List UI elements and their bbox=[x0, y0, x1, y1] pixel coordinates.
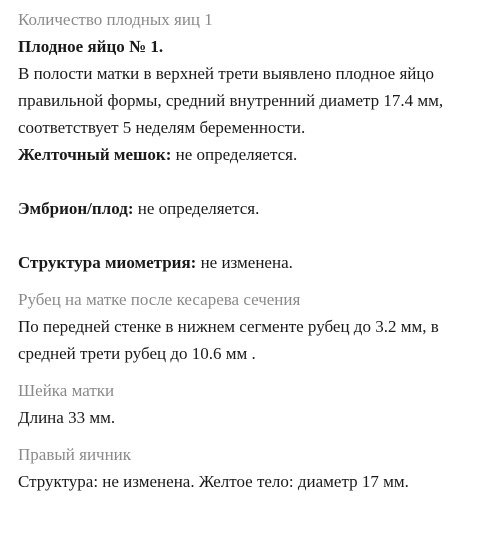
embryo-value: не определяется. bbox=[133, 199, 260, 218]
yolk-sac-label: Желточный мешок: bbox=[18, 145, 172, 164]
egg-description-line-1: В полости матки в верхней трети выявлено плодное яйцо bbox=[18, 64, 434, 83]
myometrium-row bbox=[18, 249, 482, 276]
right-ovary-value: Структура: не изменена. Желтое тело: диаметр 17 мм. bbox=[18, 472, 409, 491]
myometrium-label: Структура миометрия: bbox=[18, 253, 197, 272]
yolk-sac-value: не определяется. bbox=[171, 145, 298, 164]
egg-count-label: Количество плодных яиц 1 bbox=[18, 10, 213, 29]
egg-title: Плодное яйцо № 1. bbox=[18, 37, 164, 56]
egg-description-line-2: правильной формы, средний внутренний диаметр 17.4 мм, bbox=[18, 91, 444, 110]
cervix-value: Длина 33 мм. bbox=[18, 408, 116, 427]
ultrasound-report bbox=[18, 6, 482, 495]
cervix-heading: Шейка матки bbox=[18, 381, 115, 400]
egg-description-line-3: соответствует 5 неделям беременности. bbox=[18, 118, 306, 137]
embryo-row bbox=[18, 195, 482, 222]
scar-heading: Рубец на матке после кесарева сечения bbox=[18, 290, 301, 309]
embryo-label: Эмбрион/плод: bbox=[18, 199, 134, 218]
myometrium-value: не изменена. bbox=[196, 253, 293, 272]
right-ovary-heading: Правый яичник bbox=[18, 445, 132, 464]
scar-line-2: средней трети рубец до 10.6 мм . bbox=[18, 344, 256, 363]
yolk-sac-row bbox=[18, 141, 482, 168]
scar-line-1: По передней стенке в нижнем сегменте рубец до 3.2 мм, в bbox=[18, 317, 439, 336]
